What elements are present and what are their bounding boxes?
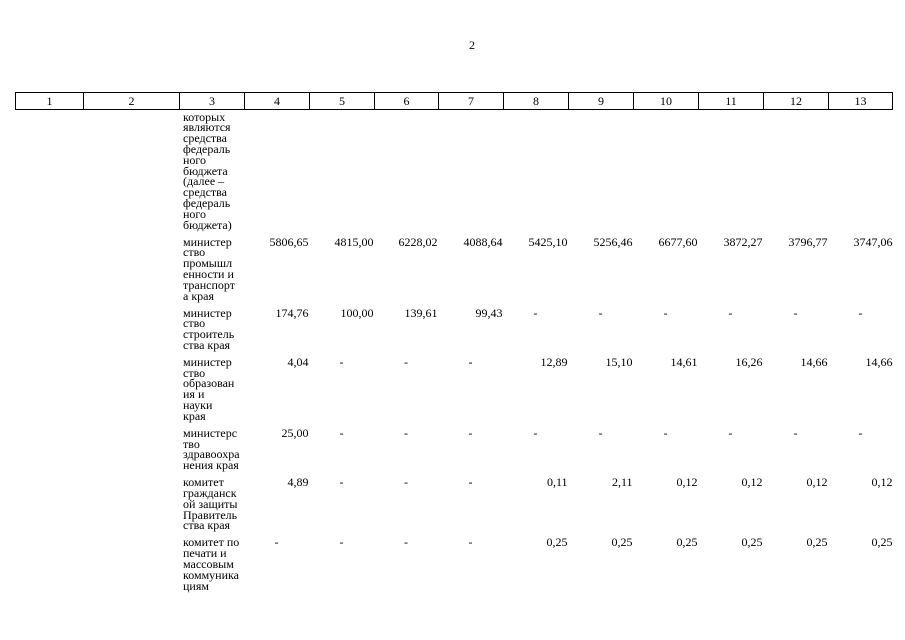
value-cell-col7: - bbox=[468, 475, 473, 490]
value-cell-col8: - bbox=[533, 305, 538, 320]
empty-cell-col2 bbox=[83, 477, 179, 488]
value-cell-col7: - bbox=[468, 425, 473, 440]
empty-cell-col1 bbox=[15, 237, 83, 248]
header-cell-12: 12 bbox=[763, 93, 828, 109]
empty-cell-col1 bbox=[15, 477, 83, 488]
row-label-line: тво bbox=[183, 436, 200, 451]
row-label-cell bbox=[179, 354, 244, 423]
table-row bbox=[15, 471, 893, 531]
row-label-line: средства bbox=[183, 131, 228, 146]
empty-cell-col2 bbox=[83, 428, 179, 439]
row-label-line: образован bbox=[183, 376, 235, 391]
value-cell-col9: 2,11 bbox=[611, 475, 633, 490]
value-cell-col10: - bbox=[663, 305, 668, 320]
row-label-line: ой защиты bbox=[183, 496, 238, 511]
row-label-line: средства bbox=[183, 185, 228, 200]
table-row bbox=[15, 422, 893, 471]
value-cell-col10: 0,12 bbox=[676, 475, 698, 490]
row-label-cell bbox=[179, 537, 244, 591]
row-label-line: министер bbox=[183, 234, 232, 249]
row-label-cell bbox=[179, 425, 244, 473]
row-label-cell bbox=[179, 477, 244, 531]
empty-cell-col1 bbox=[15, 428, 83, 439]
header-cell-10: 10 bbox=[633, 93, 698, 109]
value-cell-col12: - bbox=[793, 305, 798, 320]
value-cell-col12: 3796,77 bbox=[788, 234, 828, 249]
empty-cell-col2 bbox=[83, 237, 179, 248]
value-cell-col6: 139,61 bbox=[404, 305, 438, 320]
row-label-line: а края bbox=[183, 288, 215, 303]
row-label-line: коммуника bbox=[183, 567, 239, 582]
row-label-line: ства края bbox=[183, 518, 231, 533]
header-cell-4: 4 bbox=[244, 93, 309, 109]
value-cell-col5: - bbox=[339, 425, 344, 440]
value-cell-col11: 3872,27 bbox=[723, 234, 763, 249]
row-label-line: массовым bbox=[183, 557, 234, 571]
table-row bbox=[15, 531, 893, 591]
header-cell-13: 13 bbox=[828, 93, 893, 109]
header-cell-2: 2 bbox=[83, 93, 179, 109]
row-label-line: нения края bbox=[183, 458, 239, 473]
row-label-line: ия и bbox=[183, 387, 205, 402]
header-cell-6: 6 bbox=[374, 93, 438, 109]
value-cell-col10: 14,61 bbox=[670, 354, 698, 369]
table-row bbox=[15, 110, 893, 230]
value-cell-col8: 5425,10 bbox=[528, 234, 568, 249]
value-cell-col7: - bbox=[468, 354, 473, 369]
value-cell-col4: 4,04 bbox=[287, 354, 309, 369]
empty-cell-col1 bbox=[15, 112, 83, 123]
table-header-row bbox=[15, 92, 893, 110]
row-label-line: гражданск bbox=[183, 486, 237, 501]
row-label-line: ства края bbox=[183, 337, 231, 352]
value-cell-col5: - bbox=[339, 475, 344, 490]
value-cell-col9: - bbox=[598, 425, 603, 440]
row-label-line: комитет bbox=[183, 475, 224, 490]
value-cell-col11: - bbox=[728, 425, 733, 440]
row-label-line: края bbox=[183, 408, 206, 423]
value-cell-col7: 4088,64 bbox=[463, 234, 503, 249]
value-cell-col13: 0,12 bbox=[871, 475, 893, 490]
row-label-cell bbox=[179, 305, 244, 352]
value-cell-col5: 4815,00 bbox=[334, 234, 374, 249]
value-cell-col6: - bbox=[404, 354, 408, 369]
empty-cell-col2 bbox=[83, 537, 179, 548]
row-label-line: бюджета bbox=[183, 163, 228, 178]
empty-cell-col1 bbox=[15, 357, 83, 368]
row-label-cell bbox=[179, 234, 244, 303]
header-cell-11: 11 bbox=[698, 93, 763, 109]
value-cell-col8: - bbox=[533, 425, 538, 440]
value-cell-col12: 0,12 bbox=[806, 475, 828, 490]
row-label-line: комитет по bbox=[183, 535, 240, 550]
table-body bbox=[15, 110, 893, 591]
row-label-line: ного bbox=[183, 152, 207, 167]
empty-cell-col2 bbox=[83, 357, 179, 368]
value-cell-col9: - bbox=[598, 305, 603, 320]
value-cell-col4: 4,89 bbox=[287, 475, 309, 490]
row-label-line: строитель bbox=[183, 327, 235, 342]
row-label-line: циям bbox=[183, 578, 209, 593]
row-label-line: транспорт bbox=[183, 277, 235, 292]
empty-cell-col2 bbox=[83, 112, 179, 123]
value-cell-col11: 16,26 bbox=[735, 354, 763, 369]
header-cell-7: 7 bbox=[438, 93, 503, 109]
row-label-line: ного bbox=[183, 206, 207, 221]
empty-cell-col2 bbox=[83, 308, 179, 319]
row-label-line: федераль bbox=[183, 141, 231, 156]
value-cell-col10: - bbox=[663, 425, 668, 440]
row-label-line: здравоохра bbox=[183, 447, 240, 462]
value-cell-col13: - bbox=[858, 425, 863, 440]
row-label-line: бюджета) bbox=[183, 217, 232, 232]
value-cell-col10: 0,25 bbox=[676, 535, 698, 550]
row-label-line: печати и bbox=[183, 546, 227, 561]
row-label-line: (далее – bbox=[183, 174, 225, 189]
value-cell-col6: 6228,02 bbox=[398, 234, 438, 249]
row-label-line: которых bbox=[183, 109, 226, 124]
value-cell-col6: - bbox=[404, 535, 408, 550]
value-cell-col13: 0,25 bbox=[871, 535, 893, 550]
row-label-line: федераль bbox=[183, 195, 231, 210]
value-cell-col13: 14,66 bbox=[865, 354, 893, 369]
value-cell-col4: - bbox=[274, 535, 279, 550]
value-cell-col4: 5806,65 bbox=[269, 234, 309, 249]
value-cell-col8: 0,25 bbox=[546, 535, 568, 550]
header-cell-8: 8 bbox=[503, 93, 568, 109]
value-cell-col4: 174,76 bbox=[275, 305, 309, 320]
value-cell-col7: - bbox=[468, 535, 473, 550]
value-cell-col5: - bbox=[339, 354, 344, 369]
row-label-line: ство bbox=[183, 316, 206, 331]
row-label-line: ство bbox=[183, 245, 206, 260]
value-cell-col13: - bbox=[858, 305, 863, 320]
table-row bbox=[15, 230, 893, 301]
row-label-line: министерс bbox=[183, 425, 238, 440]
value-cell-col9: 5256,46 bbox=[593, 234, 633, 249]
value-cell-col11: 0,12 bbox=[741, 475, 763, 490]
value-cell-col5: 100,00 bbox=[340, 305, 374, 320]
value-cell-col8: 12,89 bbox=[540, 354, 568, 369]
value-cell-col13: 3747,06 bbox=[853, 234, 893, 249]
header-cell-3: 3 bbox=[179, 93, 244, 109]
value-cell-col9: 0,25 bbox=[611, 535, 633, 550]
row-label-line: министер bbox=[183, 305, 232, 320]
row-label-line: науки bbox=[183, 398, 213, 413]
header-cell-5: 5 bbox=[309, 93, 374, 109]
empty-cell-col1 bbox=[15, 308, 83, 319]
value-cell-col6: - bbox=[404, 475, 408, 490]
value-cell-col5: - bbox=[339, 535, 344, 550]
value-cell-col9: 15,10 bbox=[605, 354, 633, 369]
value-cell-col8: 0,11 bbox=[546, 475, 568, 490]
empty-cell-col1 bbox=[15, 537, 83, 548]
table-row bbox=[15, 301, 893, 350]
value-cell-col12: 14,66 bbox=[800, 354, 828, 369]
row-label-cell bbox=[179, 109, 244, 232]
row-label-line: министер bbox=[183, 354, 232, 369]
header-cell-9: 9 bbox=[568, 93, 633, 109]
value-cell-col10: 6677,60 bbox=[658, 234, 698, 249]
value-cell-col7: 99,43 bbox=[475, 305, 503, 320]
value-cell-col6: - bbox=[404, 425, 408, 440]
value-cell-col4: 25,00 bbox=[281, 425, 309, 440]
row-label-line: являются bbox=[183, 120, 231, 135]
value-cell-col12: - bbox=[793, 425, 798, 440]
row-label-line: промышл bbox=[183, 256, 233, 271]
page-number: 2 bbox=[469, 38, 475, 52]
value-cell-col11: - bbox=[728, 305, 733, 320]
row-label-line: ство bbox=[183, 365, 206, 380]
table-row bbox=[15, 351, 893, 422]
row-label-line: Правитель bbox=[183, 507, 238, 522]
value-cell-col12: 0,25 bbox=[806, 535, 828, 550]
data-table bbox=[15, 92, 893, 591]
header-cell-1: 1 bbox=[15, 93, 83, 109]
value-cell-col11: 0,25 bbox=[741, 535, 763, 550]
row-label-line: енности и bbox=[183, 266, 234, 281]
